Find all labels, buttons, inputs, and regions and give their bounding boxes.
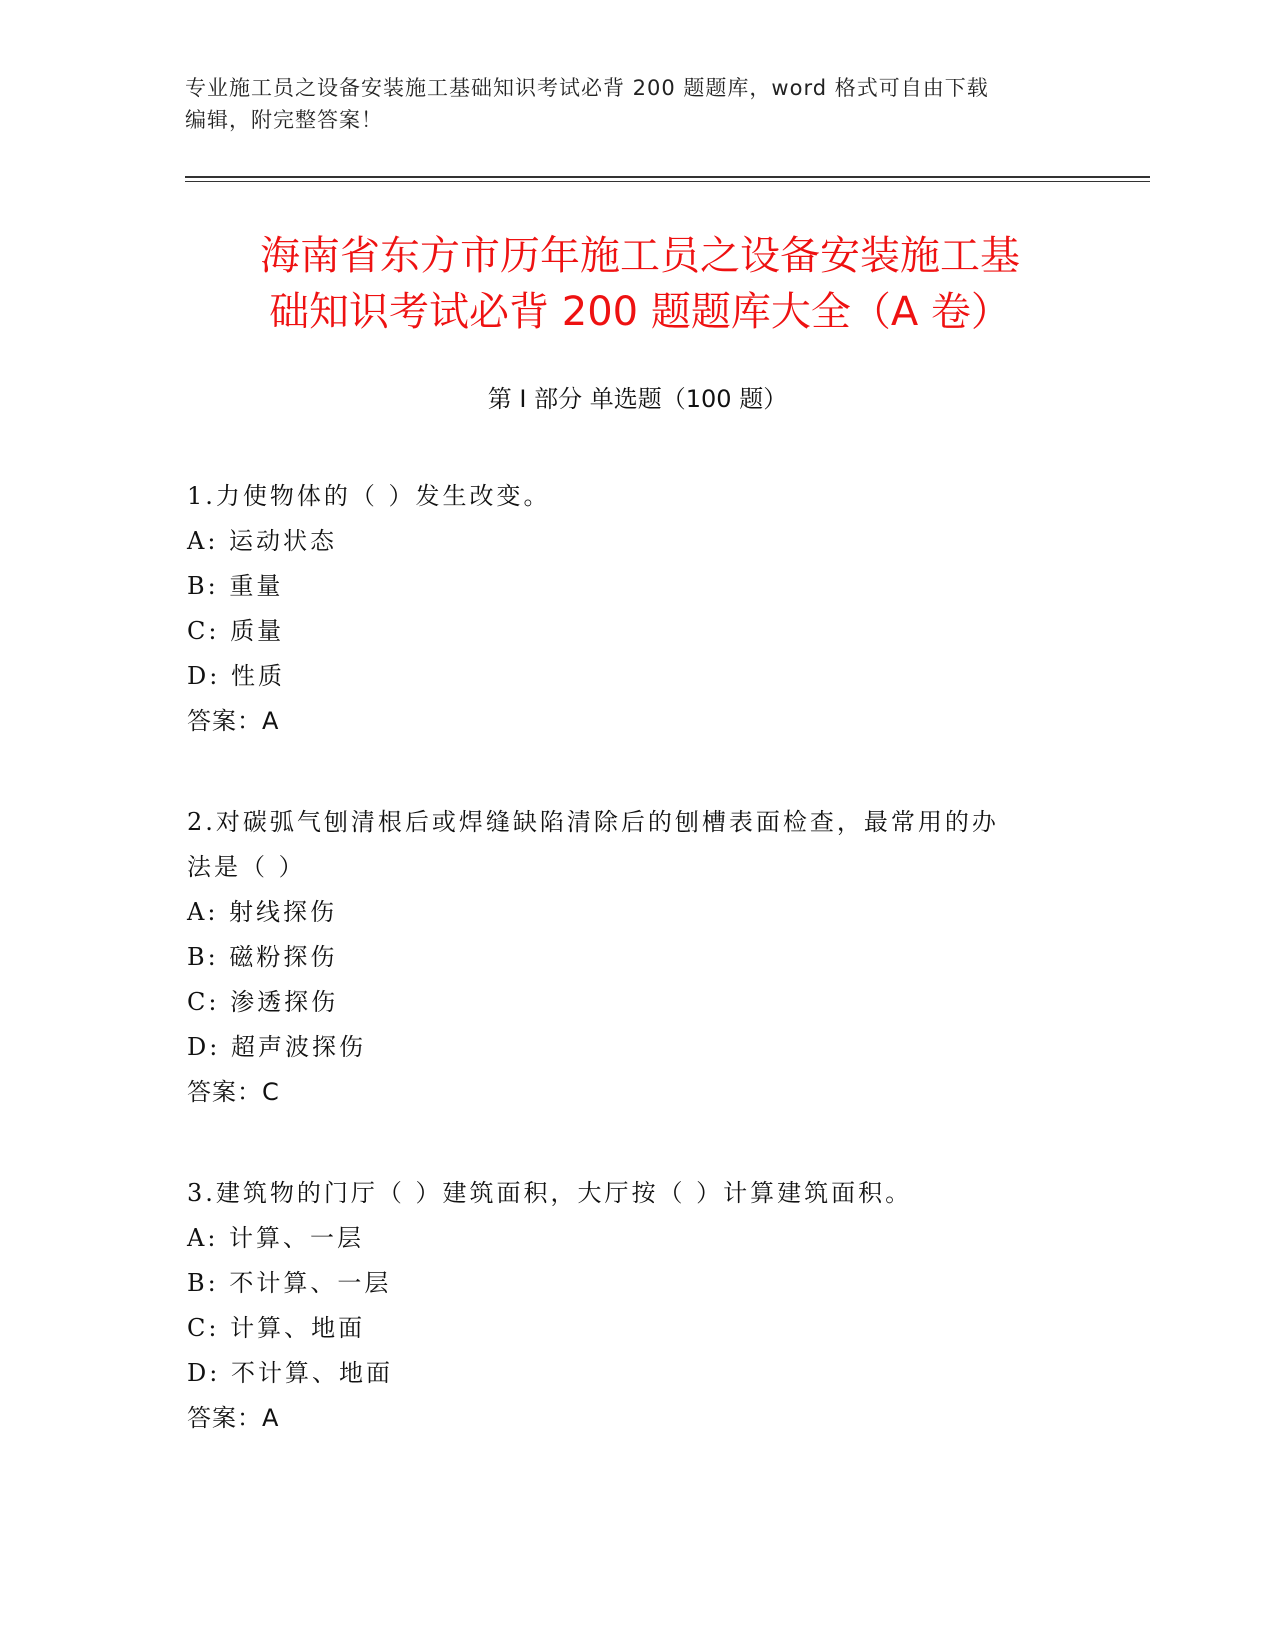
option-c: C: 计算、地面	[187, 1314, 366, 1342]
header-note	[185, 72, 1085, 136]
question-3	[187, 1171, 1067, 1441]
answer-line: 答案：A	[187, 1404, 280, 1432]
header-divider-thin	[185, 181, 1150, 182]
document-title	[190, 228, 1090, 340]
header-note-line-2: 编辑，附完整答案！	[185, 108, 383, 132]
option-c: C: 质量	[187, 617, 285, 645]
option-b: B: 重量	[187, 572, 284, 600]
answer-line: 答案：C	[187, 1078, 280, 1106]
answer-line: 答案：A	[187, 707, 280, 735]
option-a: A: 计算、一层	[187, 1224, 365, 1252]
question-stem: 1.力使物体的（ ）发生改变。	[187, 482, 551, 510]
option-d: D: 不计算、地面	[187, 1359, 393, 1387]
question-stem-continued: 法是（ ）	[187, 853, 306, 881]
question-2	[187, 800, 1067, 1115]
question-stem: 2.对碳弧气刨清根后或焊缝缺陷清除后的刨槽表面检查，最常用的办	[187, 808, 999, 836]
question-stem: 3.建筑物的门厅（ ）建筑面积，大厅按（ ）计算建筑面积。	[187, 1179, 913, 1207]
option-b: B: 磁粉探伤	[187, 943, 338, 971]
header-divider-thick	[185, 176, 1150, 178]
document-title-line-1: 海南省东方市历年施工员之设备安装施工基	[260, 233, 1020, 279]
document-title-line-2: 础知识考试必背 200 题题库大全（A 卷）	[269, 289, 1011, 335]
header-note-line-1: 专业施工员之设备安装施工基础知识考试必背 200 题题库，word 格式可自由下载	[185, 76, 989, 100]
option-d: D: 性质	[187, 662, 285, 690]
option-d: D: 超声波探伤	[187, 1033, 366, 1061]
option-b: B: 不计算、一层	[187, 1269, 392, 1297]
option-a: A: 运动状态	[187, 527, 338, 555]
section-heading: 第 I 部分 单选题（100 题）	[487, 385, 788, 413]
question-list	[187, 474, 1067, 1497]
option-c: C: 渗透探伤	[187, 988, 339, 1016]
question-1	[187, 474, 1067, 744]
option-a: A: 射线探伤	[187, 898, 338, 926]
